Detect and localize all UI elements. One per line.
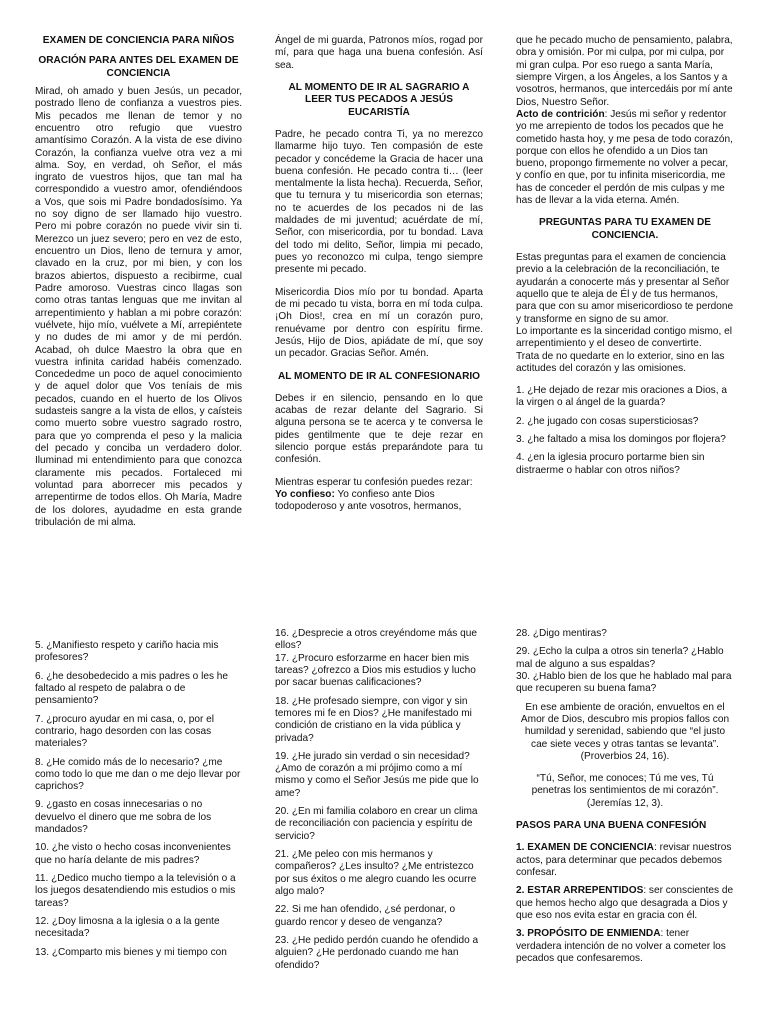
sinceridad-text: Lo importante es la sinceridad contigo mismo, el arrepentimiento y el deseo de convertirte. (516, 325, 733, 350)
question-item: 20. ¿En mi familia colaboro en crear un clima de reconciliación con paciencia y espíritu de servicio? (275, 806, 478, 842)
confesionario-heading: AL MOMENTO DE IR AL CONFESIONARIO (277, 370, 481, 382)
question-item: 2. ¿he jugado con cosas supersticiosas? (516, 415, 699, 427)
humility-quote (516, 702, 734, 764)
step-text: : tener verdadera intención de no volver a cometer los pecados que confesaremos. (516, 928, 726, 964)
humility-quote-text: En ese ambiente de oración, envueltos en el Amor de Dios, descubro mis propios fallos con humildad y serenidad, sabiendo que “el justo cae siete veces y otras tantas se levanta”. (520, 701, 730, 750)
jeremias-reference: (Jeremías 12, 3). (586, 797, 664, 809)
step-text: : revisar nuestros actos, para determinar que pecados debemos confesar. (516, 842, 732, 878)
jeremias-quote (516, 773, 734, 810)
question-item: 10. ¿he visto o hecho cosas inconvenientes que no haría delante de mis padres? (35, 842, 231, 866)
acto-contricion-text (516, 109, 734, 208)
yo-confieso-label: Yo confieso: (275, 489, 335, 500)
question-item: 28. ¿Digo mentiras? (516, 628, 607, 639)
preguntas-heading: PREGUNTAS PARA TU EXAMEN DE CONCIENCIA. (539, 217, 711, 241)
bottom-column-2 (275, 628, 487, 978)
step-item (516, 885, 734, 922)
question-item: 9. ¿gasto en cosas innecesarias o no devuelvo el dinero que me sobra de los mandados? (35, 799, 212, 836)
step-label: 1. EXAMEN DE CONCIENCIA (516, 842, 654, 854)
step-item (516, 928, 734, 965)
question-item: 29. ¿Echo la culpa a otros sin tenerla? ¿Hablo mal de alguno a sus espaldas? 30. ¿Hablo bien de los que he hablado mal para que recuperen su buena fama? (516, 646, 732, 695)
proverbios-reference: (Proverbios 24, 16). (580, 750, 670, 762)
sagrario-prayer-2: Misericordia Dios mío por tu bondad. Aparta de mi pecado tu vista, borra en mí toda culpa. ¡Oh Dios!, crea en mí un corazón puro, renuévame por dentro con espíritu firme. Jesús, Hijo de Dios, apiádate de mí, que soy un pecador. Gracias Señor. Amén. (275, 286, 483, 360)
prayer-text: Mirad, oh amado y buen Jesús, un pecador, postrado lleno de confianza a vuestros pies. Mis pecados me llenan de temor y no encuentro otro refugio que vuestro amantísimo Corazón. A la vista de ese divino Corazón, la confianza vuelve otra vez a mi alma. Soy, en verdad, oh Señor, el más ingrato de vuestros hijos, que tan mal ha correspondido a vuestro amor, ofendiéndoos a Vos, que sois mi Padre bondadosísimo. Ya no soy digno de ser llamado hijo vuestro. Pero mi pobre corazón no puede vivir sin ti. Merezco un juez severo; pero en vez de esto, encuentro un Dios, lleno de ternura y amor, clavado en la cruz, por mi bien, y con los brazos abiertos, dispuesto a recibirme, cual Padre amoroso. Vuestras cinco llagas son como otras tantas lenguas que me invitan al arrepentimiento y hablan a mi pobre corazón: vuélvete, hijo mío, vuélvete a Mí, arrepiéntete y no dudes de mi amor y de mi perdón. Acabad, oh dulce Maestro la obra que en vuestra infinita caridad habéis comenzado. Concededme un poco de aquel conocimiento y de aquel dolor que Vos teníais de mis pecados, cuando en el huerto de los Olivos sudasteis sangre a la vista de ellos, y caísteis como muerto sobre vuestro sagrado rostro, para que yo comprenda el peso y la malicia del pecado y conciba un verdadero dolor. Iluminad mi entendimiento para que conozca claramente mis pecados. Fortaleced mi voluntad para aborrecer mis pecados y arrepentirme de todos ellos. Oh María, Madre de los dolores, ayudadme en esta grande tribulación de mi alma. (35, 85, 242, 528)
top-column-3 (516, 35, 734, 483)
prayer-heading: ORACIÓN PARA ANTES DEL EXAMEN DE CONCIENCIA (38, 55, 239, 79)
acto-contricion-label: Acto de contrición (516, 108, 605, 120)
yo-confieso-text (275, 489, 483, 514)
bottom-column-3 (516, 628, 734, 971)
acto-contricion-body: : Jesús mi señor y redentor yo me arrepiento de todos los pecados que he cometido hasta hoy, y me pesa de todo corazón, porque con ellos he ofendido a un Dios tan bueno, propongo firmemente no volver a pecar, y confío en que, por tu infinita misericordia, me has de conceder el perdón de mis culpas y me has de llevar a la vida eterna. Amén. (516, 108, 733, 207)
confieso-continuation: que he pecado mucho de pensamiento, palabra, obra y omisión. Por mi culpa, por mi culpa, por mi gran culpa. Por eso ruego a santa María, siempre Virgen, a los Ángeles, a los Santos y a vosotros, hermanos, que intercedáis por mí ante Dios, Nuestro Señor. (516, 35, 733, 108)
yo-confieso-body: Yo confieso ante Dios todopoderoso y ante vosotros, hermanos, (275, 489, 462, 513)
bottom-column-1 (35, 640, 245, 965)
jeremias-quote-text: “Tú, Señor, me conoces; Tú me ves, Tú penetras los sentimientos de mi corazón”. (531, 773, 719, 797)
question-item: 1. ¿He dejado de rezar mis oraciones a Dios, a la virgen o al ángel de la guarda? (516, 385, 727, 409)
question-item: 16. ¿Desprecie a otros creyéndome más que ellos? 17. ¿Procuro esforzarme en hacer bien mis tareas? ¿ofrezco a Dios mis estudios y lucho por sacar buenas calificaciones? (275, 628, 477, 689)
question-item: 8. ¿He comido más de lo necesario? ¿me como todo lo que me dan o me dejo llevar por caprichos? (35, 756, 241, 793)
pasos-heading: PASOS PARA UNA BUENA CONFESIÓN (516, 820, 707, 832)
top-column-1 (35, 35, 242, 535)
question-item: 6. ¿he desobedecido a mis padres o les he faltado al respeto de palabra o de pensamiento? (35, 670, 229, 707)
step-text: : ser conscientes de que hemos hecho algo que desagrada a Dios y que eso nos evita estar en gracia con él. (516, 885, 734, 921)
question-item: 3. ¿he faltado a misa los domingos por flojera? (516, 434, 726, 446)
confesionario-wait-text: Mientras esperar tu confesión puedes rezar: (275, 476, 473, 488)
question-item: 11. ¿Dedico mucho tiempo a la televisión o a los juegos desatendiendo mis estudios o mis tareas? (35, 873, 236, 909)
question-item: 19. ¿He jurado sin verdad o sin necesidad? ¿Amo de corazón a mi prójimo como a mí mismo y como el Señor Jesús me pide que lo ame? (275, 750, 479, 799)
top-column-2 (275, 35, 483, 520)
document-title: EXAMEN DE CONCIENCIA PARA NIÑOS (42, 35, 235, 46)
guardian-angel-text: Ángel de mi guarda, Patronos míos, rogad por mí, para que haga una buena confesión. Así sea. (275, 35, 483, 71)
question-item: 7. ¿procuro ayudar en mi casa, o, por el contrario, hago desorden con las cosas materiales? (35, 713, 214, 750)
question-item: 5. ¿Manifiesto respeto y cariño hacia mis profesores? (35, 640, 219, 664)
question-item: 23. ¿He pedido perdón cuando he ofendido a alguien? ¿He perdonado cuando me han ofendido? (275, 934, 479, 971)
actitudes-text: Trata de no quedarte en lo exterior, sino en las actitudes del corazón y las omisiones. (516, 350, 725, 374)
question-item: 18. ¿He profesado siempre, con vigor y sin temores mi fe en Dios? ¿He manifestado mi condición de cristiano en la vida pública y privada? (275, 695, 472, 744)
question-item: 22. Si me han ofendido, ¿sé perdonar, o guardo rencor y deseo de venganza? (275, 904, 456, 928)
confesionario-text: Debes ir en silencio, pensando en lo que acabas de rezar delante del Sagrario. Si alguna persona se te acerca y te conversa le pides gentilmente que te deje rezar en silencio porque estás preparándote para tu confesión. (275, 392, 483, 466)
question-item: 12. ¿Doy limosna a la iglesia o a la gente necesitada? (35, 915, 220, 940)
question-item: 13. ¿Comparto mis bienes y mi tiempo con (35, 946, 227, 958)
step-item (516, 842, 734, 879)
step-label: 3. PROPÓSITO DE ENMIENDA (516, 928, 661, 940)
question-item: 4. ¿en la iglesia procuro portarme bien sin distraerme o hablar con otros niños? (516, 452, 705, 476)
preguntas-intro: Estas preguntas para el examen de conciencia previo a la celebración de la reconciliación, te ayudarán a conocerte más y presentar al Señor aquello que te aleja de Él y de tus hermanos, para que con su amor misericordioso te perdone y transforme en signo de su amor. (516, 252, 734, 325)
step-label: 2. ESTAR ARREPENTIDOS (516, 885, 644, 897)
sagrario-heading: AL MOMENTO DE IR AL SAGRARIO A LEER TUS PECADOS A JESÚS EUCARISTÍA (288, 81, 470, 118)
sagrario-prayer-1: Padre, he pecado contra Ti, ya no merezco llamarme hijo tuyo. Ten compasión de este pecador y concédeme la Gracia de hacer una buena confesión. He pecado contra ti… (leer mentalmente la lista hecha). Recuerda, Señor, que tu ternura y tu misericordia son eternas; no te acuerdes de los pecados ni de las maldades de mi juventud; acuérdate de mí, Señor, con misericordia, por tu bondad. Lava del todo mi delito, Señor, limpia mi pecado, pues yo reconozco mi culpa, tengo siempre presente mi pecado. (275, 128, 483, 276)
question-item: 21. ¿Me peleo con mis hermanos y compañeros? ¿Les insulto? ¿Me entristezco por sus éxitos o me alegro cuando les ocurre algo malo? (275, 849, 477, 897)
